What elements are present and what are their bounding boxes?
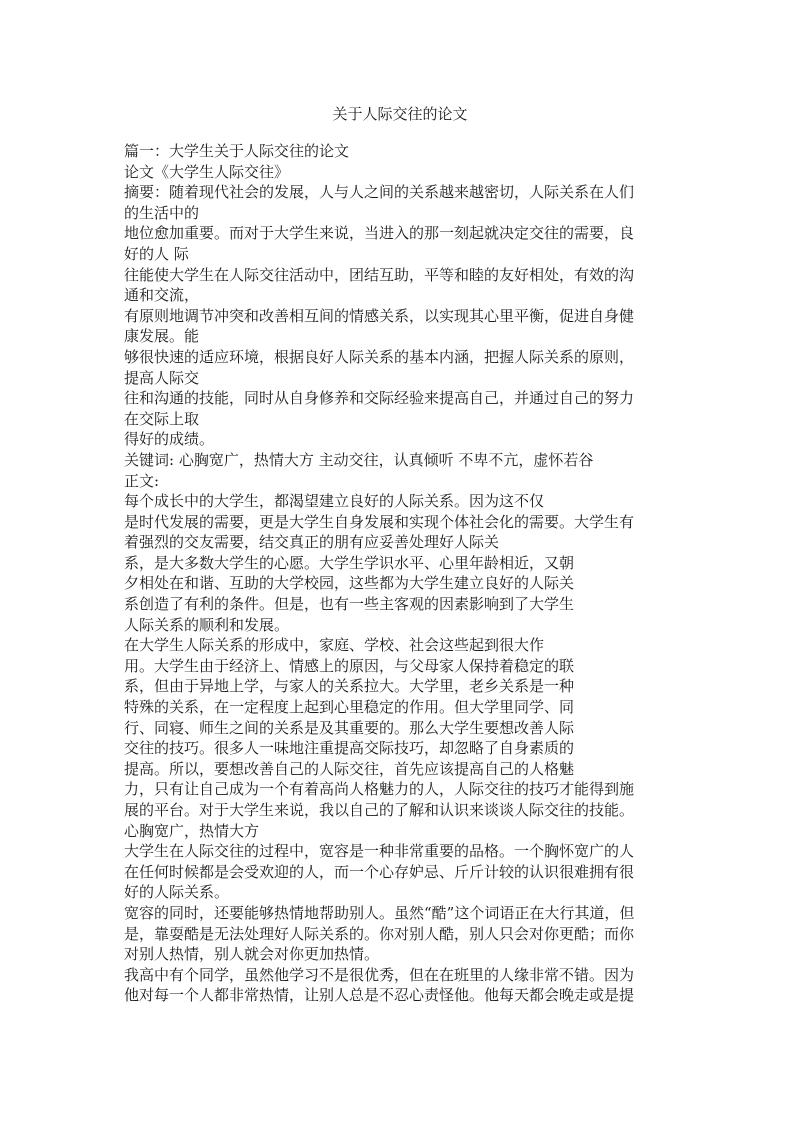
body-line: 得好的成绩。 xyxy=(124,430,215,449)
body-line: 摘要：随着现代社会的发展，人与人之间的关系越来越密切，人际关系在人们 xyxy=(124,183,635,202)
body-line: 往能使大学生在人际交往活动中，团结互助，平等和睦的友好相处，有效的沟 xyxy=(124,265,635,284)
body-line: 地位愈加重要。而对于大学生来说，当进入的那一刻起就决定交往的需要，良 xyxy=(124,224,635,243)
body-line: 提高人际交 xyxy=(124,368,200,387)
body-line: 提高。所以，要想改善自己的人际交往，首先应该提高自己的人格魅 xyxy=(124,759,575,778)
body-line: 好的人 际 xyxy=(124,244,189,263)
body-line: 每个成长中的大学生，都渴望建立良好的人际关系。因为这不仅 xyxy=(124,492,545,511)
body-line: 正文: xyxy=(124,471,160,490)
body-line: 用。大学生由于经济上、情感上的原因，与父母家人保持着稳定的联 xyxy=(124,656,575,675)
body-line: 我高中有个同学，虽然他学习不是很优秀，但在在班里的人缘非常不错。因为 xyxy=(124,965,635,984)
body-line: 在大学生人际关系的形成中，家庭、学校、社会这些起到很大作 xyxy=(124,636,545,655)
body-line: 交往的技巧。很多人一味地注重提高交际技巧，却忽略了自身素质的 xyxy=(124,739,575,758)
body-line: 行、同寝、师生之间的关系是及其重要的。那么大学生要想改善人际 xyxy=(124,718,575,737)
body-line: 往和沟通的技能，同时从自身修养和交际经验来提高自己，并通过自己的努力 xyxy=(124,389,635,408)
body-line: 篇一：大学生关于人际交往的论文 xyxy=(124,142,350,160)
body-line: 在任何时候都是会受欢迎的人，而一个心存妒忌、斤斤计较的认识很难拥有很 xyxy=(124,862,635,881)
body-line: 康发展。能 xyxy=(124,327,200,346)
body-line: 他对每一个人都非常热情，让别人总是不忍心责怪他。他每天都会晚走或是提 xyxy=(124,986,635,1005)
body-line: 展的平台。对于大学生来说，我以自己的了解和认识来谈谈人际交往的技能。 xyxy=(124,801,635,819)
body-line: 对别人热情，别人就会对你更加热情。 xyxy=(124,945,380,964)
document-body xyxy=(124,141,684,1006)
body-line: 通和交流， xyxy=(124,286,200,305)
document-title: 关于人际交往的论文 xyxy=(332,105,468,123)
body-line: 着强烈的交友需要，结交真正的朋有应妥善处理好人际关 xyxy=(124,533,500,552)
body-line: 是，靠耍酷是无法处理好人际关系的。你对别人酷，别人只会对你更酷；而你 xyxy=(124,924,635,943)
body-line: 的生活中的 xyxy=(124,203,200,222)
body-line: 论文《大学生人际交往》 xyxy=(124,162,290,181)
body-line: 在交际上取 xyxy=(124,409,200,428)
body-line: 系创造了有利的条件。但是，也有一些主客观的因素影响到了大学生 xyxy=(124,595,575,614)
body-line: 夕相处在和谐、互助的大学校园，这些都为大学生建立良好的人际关 xyxy=(124,574,575,593)
body-line: 人际关系的顺利和发展。 xyxy=(124,615,290,634)
body-line: 好的人际关系。 xyxy=(124,883,230,902)
body-line: 系，是大多数大学生的心愿。大学生学识水平、心里年龄相近，又朝 xyxy=(124,553,575,572)
body-line: 大学生在人际交往的过程中，宽容是一种非常重要的品格。一个胸怀宽广的人 xyxy=(124,842,635,861)
body-line: 力，只有让自己成为一个有着高尚人格魅力的人，人际交往的技巧才能得到施 xyxy=(124,780,635,799)
body-line: 系，但由于异地上学，与家人的关系拉大。大学里，老乡关系是一种 xyxy=(124,677,575,696)
body-line: 关键词: 心胸宽广，热情大方 主动交往，认真倾听 不卑不亢，虚怀若谷 xyxy=(124,450,594,469)
body-line: 宽容的同时，还要能够热情地帮助别人。虽然“酷”这个词语正在大行其道，但 xyxy=(124,903,635,922)
body-line: 有原则地调节冲突和改善相互间的情感关系，以实现其心里平衡，促进自身健 xyxy=(124,306,635,325)
body-line: 特殊的关系，在一定程度上起到心里稳定的作用。但大学里同学、同 xyxy=(124,698,575,717)
body-line: 心胸宽广，热情大方 xyxy=(124,821,260,840)
body-line: 够很快速的适应环境，根据良好人际关系的基本内涵，把握人际关系的原则， xyxy=(124,347,635,366)
body-line: 是时代发展的需要，更是大学生自身发展和实现个体社会化的需要。大学生有 xyxy=(124,512,635,531)
